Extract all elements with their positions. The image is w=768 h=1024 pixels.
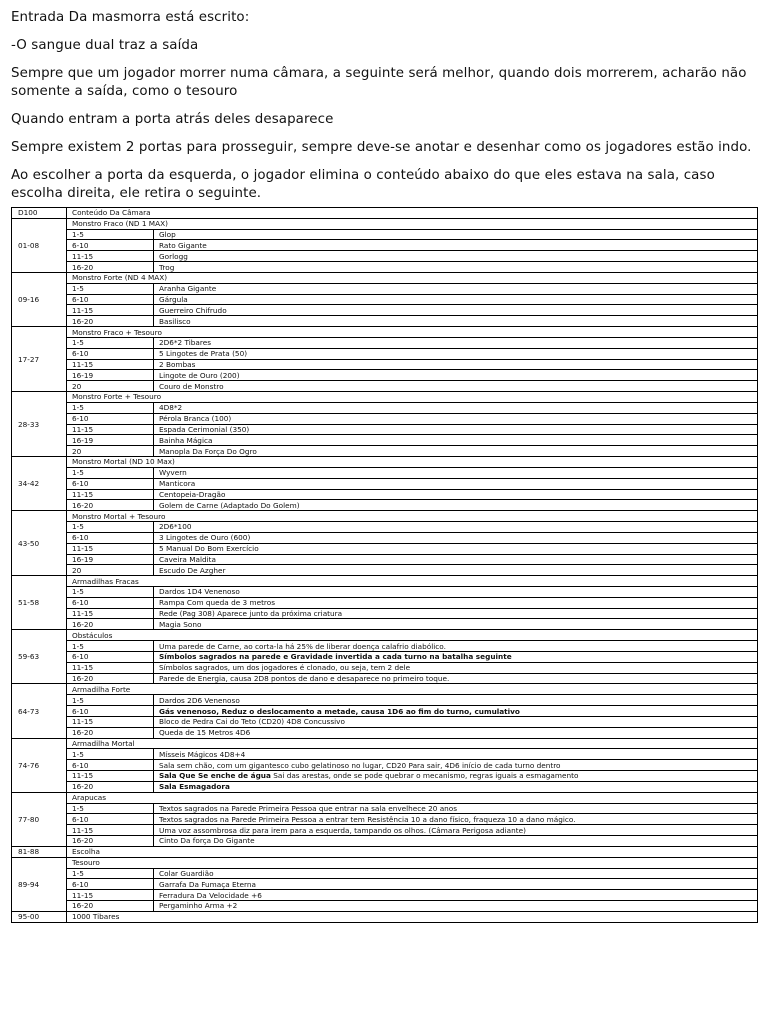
table-row	[12, 814, 758, 825]
table-group-title-row	[12, 792, 758, 803]
table-row	[12, 706, 758, 717]
roll-cell: 1-5	[67, 337, 154, 348]
table-row	[12, 641, 758, 652]
chamber-category-cell: Monstro Mortal + Tesouro	[67, 511, 758, 522]
table-row	[12, 868, 758, 879]
roll-cell: 11-15	[67, 716, 154, 727]
roll-cell: 16-19	[67, 370, 154, 381]
result-cell: Lingote de Ouro (200)	[154, 370, 758, 381]
table-row	[12, 901, 758, 912]
result-cell: Dardos 1D4 Venenoso	[154, 586, 758, 597]
roll-cell: 11-15	[67, 543, 154, 554]
intro-line: -O sangue dual traz a saída	[11, 38, 199, 53]
roll-cell: 11-15	[67, 608, 154, 619]
table-row	[12, 890, 758, 901]
roll-cell: 16-20	[67, 673, 154, 684]
table-row	[12, 240, 758, 251]
result-cell: Caveira Maldita	[154, 554, 758, 565]
roll-cell: 16-20	[67, 781, 154, 792]
result-cell: Aranha Gigante	[154, 283, 758, 294]
table-row	[12, 836, 758, 847]
table-row	[12, 619, 758, 630]
table-row	[12, 608, 758, 619]
table-group-title-row	[12, 392, 758, 403]
intro-line: Ao escolher a porta da esquerda, o jogador elimina o conteúdo abaixo do que eles estava na sala, caso escolha direita, ele retira o seguinte.	[11, 168, 715, 201]
result-cell: Rampa Com queda de 3 metros	[154, 597, 758, 608]
roll-cell: 6-10	[67, 413, 154, 424]
table-group-title-row	[12, 911, 758, 922]
table-row	[12, 381, 758, 392]
roll-cell: 16-20	[67, 836, 154, 847]
result-cell: Ferradura Da Velocidade +6	[154, 890, 758, 901]
d100-range-cell: 28-33	[12, 392, 67, 457]
d100-range-cell: 51-58	[12, 576, 67, 630]
table-group-title-row	[12, 327, 758, 338]
table-row	[12, 597, 758, 608]
result-cell: 5 Manual Do Bom Exercício	[154, 543, 758, 554]
roll-cell: 11-15	[67, 489, 154, 500]
roll-cell: 11-15	[67, 890, 154, 901]
table-row	[12, 825, 758, 836]
roll-cell: 6-10	[67, 597, 154, 608]
result-cell: Queda de 15 Metros 4D6	[154, 727, 758, 738]
result-cell: Textos sagrados na Parede Primeira Pessoa a entrar tem Resistência 10 a dano físico, fraqueza 10 a dano mágico.	[154, 814, 758, 825]
table-row	[12, 467, 758, 478]
intro-line: Quando entram a porta atrás deles desaparece	[11, 112, 334, 127]
table-row	[12, 359, 758, 370]
table-row	[12, 879, 758, 890]
d100-range-cell: 09-16	[12, 272, 67, 326]
chamber-category-cell: Arapucas	[67, 792, 758, 803]
roll-cell: 1-5	[67, 229, 154, 240]
roll-cell: 6-10	[67, 760, 154, 771]
roll-cell: 6-10	[67, 532, 154, 543]
result-cell: Textos sagrados na Parede Primeira Pessoa que entrar na sala envelhece 20 anos	[154, 803, 758, 814]
header-content: Conteúdo Da Câmara	[67, 208, 758, 219]
table-group-title-row	[12, 218, 758, 229]
result-cell: Guerreiro Chifrudo	[154, 305, 758, 316]
result-cell: Escudo De Azgher	[154, 565, 758, 576]
table-row	[12, 716, 758, 727]
roll-cell: 16-20	[67, 727, 154, 738]
result-cell: 2 Bombas	[154, 359, 758, 370]
roll-cell: 16-20	[67, 619, 154, 630]
table-group-title-row	[12, 684, 758, 695]
roll-cell: 20	[67, 565, 154, 576]
result-cell: Uma voz assombrosa diz para irem para a esquerda, tampando os olhos. (Câmara Perigosa adiante)	[154, 825, 758, 836]
result-suffix-text: Sai das arestas, onde se pode quebrar o mecanismo, regras iguais a esmagamento	[270, 771, 579, 781]
result-cell: Colar Guardião	[154, 868, 758, 879]
chamber-category-cell: Monstro Mortal (ND 10 Max)	[67, 457, 758, 468]
result-cell: Gás venenoso, Reduz o deslocamento a metade, causa 1D6 ao fim do turno, cumulativo	[154, 706, 758, 717]
intro-line: Sempre existem 2 portas para prosseguir, sempre deve-se anotar e desenhar como os jogadores estão indo.	[11, 140, 752, 155]
roll-cell: 16-19	[67, 435, 154, 446]
table-row	[12, 543, 758, 554]
roll-cell: 1-5	[67, 586, 154, 597]
result-cell: Centopeia-Dragão	[154, 489, 758, 500]
result-cell: Trog	[154, 262, 758, 273]
table-group-title-row	[12, 511, 758, 522]
result-cell: Dardos 2D6 Venenoso	[154, 695, 758, 706]
d100-range-cell: 17-27	[12, 327, 67, 392]
table-row	[12, 586, 758, 597]
roll-cell: 1-5	[67, 749, 154, 760]
table-row	[12, 760, 758, 771]
intro-line: Sempre que um jogador morrer numa câmara, a seguinte será melhor, quando dois morrerem, acharão não somente a saída, como o tesouro	[11, 66, 747, 99]
roll-cell: 1-5	[67, 641, 154, 652]
roll-cell: 20	[67, 446, 154, 457]
roll-cell: 16-20	[67, 316, 154, 327]
result-cell: 2D6*2 Tibares	[154, 337, 758, 348]
roll-cell: 6-10	[67, 294, 154, 305]
roll-cell: 11-15	[67, 825, 154, 836]
result-cell: Símbolos sagrados na parede e Gravidade invertida a cada turno na batalha seguinte	[154, 651, 758, 662]
table-row	[12, 803, 758, 814]
d100-range-cell: 01-08	[12, 218, 67, 272]
chamber-category-cell: Monstro Fraco (ND 1 MAX)	[67, 218, 758, 229]
table-header-row	[12, 208, 758, 219]
table-row	[12, 695, 758, 706]
roll-cell: 1-5	[67, 402, 154, 413]
chamber-category-cell: Tesouro	[67, 857, 758, 868]
chamber-category-cell: Armadilhas Fracas	[67, 576, 758, 587]
roll-cell: 1-5	[67, 695, 154, 706]
chamber-category-cell: Obstáculos	[67, 630, 758, 641]
result-cell: Garrafa Da Fumaça Eterna	[154, 879, 758, 890]
roll-cell: 1-5	[67, 522, 154, 533]
result-cell: Rato Gigante	[154, 240, 758, 251]
result-cell: Uma parede de Carne, ao corta-la há 25% de liberar doença calafrio diabólico.	[154, 641, 758, 652]
roll-cell: 11-15	[67, 424, 154, 435]
roll-cell: 11-15	[67, 771, 154, 782]
d100-range-cell: 81-88	[12, 846, 67, 857]
result-cell: 3 Lingotes de Ouro (600)	[154, 532, 758, 543]
table-row	[12, 673, 758, 684]
d100-range-cell: 43-50	[12, 511, 67, 576]
table-row	[12, 316, 758, 327]
result-cell: Wyvern	[154, 467, 758, 478]
table-row	[12, 435, 758, 446]
roll-cell: 1-5	[67, 467, 154, 478]
roll-cell: 1-5	[67, 283, 154, 294]
d100-range-cell: 89-94	[12, 857, 67, 911]
chamber-category-cell: Monstro Fraco + Tesouro	[67, 327, 758, 338]
table-row	[12, 283, 758, 294]
table-row	[12, 749, 758, 760]
table-group-title-row	[12, 272, 758, 283]
result-cell: Parede de Energia, causa 2D8 pontos de dano e desaparece no primeiro toque.	[154, 673, 758, 684]
result-cell: Magia Sono	[154, 619, 758, 630]
result-cell: 4D8*2	[154, 402, 758, 413]
table-row	[12, 489, 758, 500]
roll-cell: 11-15	[67, 251, 154, 262]
result-cell: Manticora	[154, 478, 758, 489]
table-row	[12, 424, 758, 435]
roll-cell: 16-20	[67, 500, 154, 511]
table-group-title-row	[12, 857, 758, 868]
table-row	[12, 402, 758, 413]
table-row	[12, 446, 758, 457]
table-group-title-row	[12, 576, 758, 587]
d100-range-cell: 59-63	[12, 630, 67, 684]
result-cell: Espada Cerimonial (350)	[154, 424, 758, 435]
result-cell: Sala Esmagadora	[154, 781, 758, 792]
roll-cell: 16-19	[67, 554, 154, 565]
chamber-category-cell: Monstro Forte (ND 4 MAX)	[67, 272, 758, 283]
intro-line: Entrada Da masmorra está escrito:	[11, 10, 250, 25]
roll-cell: 6-10	[67, 814, 154, 825]
table-row	[12, 554, 758, 565]
result-cell: Manopla Da Força Do Ogro	[154, 446, 758, 457]
roll-cell: 6-10	[67, 706, 154, 717]
intro-text	[11, 9, 759, 213]
table-row	[12, 348, 758, 359]
roll-cell: 6-10	[67, 240, 154, 251]
d100-range-cell: 74-76	[12, 738, 67, 792]
table-row	[12, 413, 758, 424]
table-row	[12, 522, 758, 533]
chamber-category-cell: 1000 Tibares	[67, 911, 758, 922]
d100-table	[11, 207, 758, 923]
result-bold-text: Sala Que Se enche de água	[159, 771, 271, 781]
result-cell: Sala sem chão, com um gigantesco cubo gelatinoso no lugar, CD20 Para sair, 4D6 início de cada turno dentro	[154, 760, 758, 771]
table-row	[12, 662, 758, 673]
chamber-category-cell: Armadilha Mortal	[67, 738, 758, 749]
result-cell: Basilisco	[154, 316, 758, 327]
table-group-title-row	[12, 738, 758, 749]
result-cell: Mísseis Mágicos 4D8+4	[154, 749, 758, 760]
d100-range-cell: 34-42	[12, 457, 67, 511]
result-cell: Cinto Da força Do Gigante	[154, 836, 758, 847]
roll-cell: 1-5	[67, 803, 154, 814]
table-row	[12, 532, 758, 543]
result-cell	[154, 771, 758, 782]
d100-range-cell: 77-80	[12, 792, 67, 846]
roll-cell: 16-20	[67, 262, 154, 273]
result-cell: 2D6*100	[154, 522, 758, 533]
result-cell: Bloco de Pedra Cai do Teto (CD20) 4D8 Concussivo	[154, 716, 758, 727]
table-row	[12, 727, 758, 738]
result-cell: Couro de Monstro	[154, 381, 758, 392]
table-row	[12, 229, 758, 240]
table-group-title-row	[12, 630, 758, 641]
table-row	[12, 478, 758, 489]
table-row	[12, 251, 758, 262]
result-cell: Símbolos sagrados, um dos jogadores é clonado, ou seja, tem 2 dele	[154, 662, 758, 673]
chamber-category-cell: Escolha	[67, 846, 758, 857]
result-cell: Pérola Branca (100)	[154, 413, 758, 424]
d100-range-cell: 95-00	[12, 911, 67, 922]
chamber-category-cell: Armadilha Forte	[67, 684, 758, 695]
table-row	[12, 500, 758, 511]
roll-cell: 11-15	[67, 305, 154, 316]
result-cell: Gárgula	[154, 294, 758, 305]
roll-cell: 6-10	[67, 478, 154, 489]
table-row	[12, 337, 758, 348]
roll-cell: 6-10	[67, 879, 154, 890]
result-cell: Pergaminho Arma +2	[154, 901, 758, 912]
result-cell: 5 Lingotes de Prata (50)	[154, 348, 758, 359]
roll-cell: 6-10	[67, 348, 154, 359]
table-row	[12, 262, 758, 273]
table-row	[12, 651, 758, 662]
header-d100: D100	[12, 208, 67, 219]
result-cell: Glop	[154, 229, 758, 240]
table-group-title-row	[12, 846, 758, 857]
roll-cell: 11-15	[67, 359, 154, 370]
roll-cell: 1-5	[67, 868, 154, 879]
roll-cell: 20	[67, 381, 154, 392]
table-row	[12, 771, 758, 782]
result-cell: Bainha Mágica	[154, 435, 758, 446]
result-cell: Golem de Carne (Adaptado Do Golem)	[154, 500, 758, 511]
result-cell: Gorlogg	[154, 251, 758, 262]
result-cell: Rede (Pag 308) Aparece junto da próxima criatura	[154, 608, 758, 619]
table-row	[12, 565, 758, 576]
chamber-category-cell: Monstro Forte + Tesouro	[67, 392, 758, 403]
table-row	[12, 781, 758, 792]
table-row	[12, 294, 758, 305]
roll-cell: 16-20	[67, 901, 154, 912]
table-row	[12, 305, 758, 316]
roll-cell: 11-15	[67, 662, 154, 673]
roll-cell: 6-10	[67, 651, 154, 662]
table-row	[12, 370, 758, 381]
table-group-title-row	[12, 457, 758, 468]
d100-range-cell: 64-73	[12, 684, 67, 738]
